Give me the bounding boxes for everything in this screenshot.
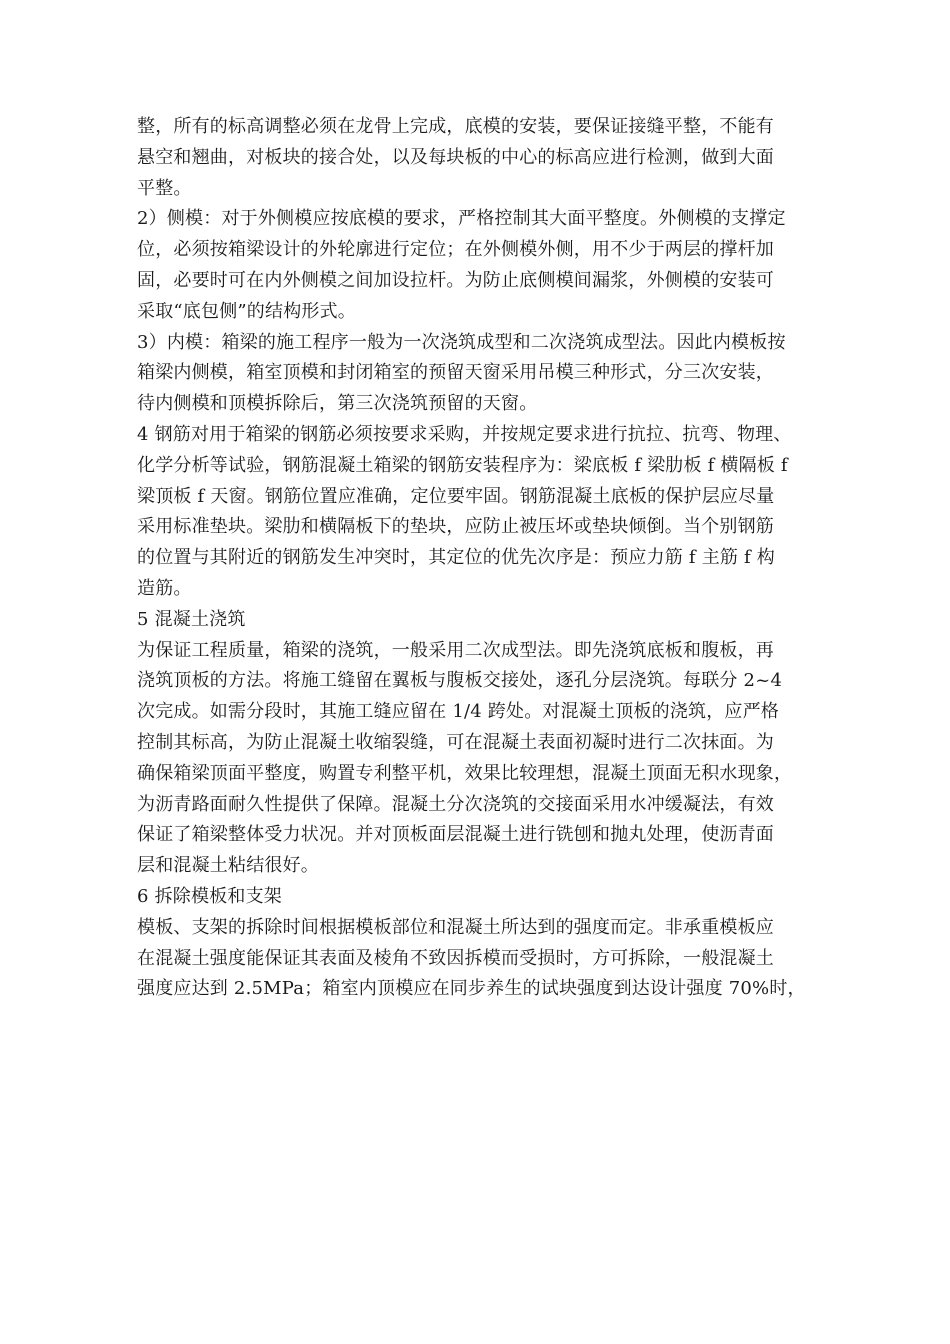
text-line: 的位置与其附近的钢筋发生冲突时，其定位的优先次序是：预应力筋 f 主筋 f 构 (137, 547, 776, 569)
text-line: 位，必须按箱梁设计的外轮廓进行定位；在外侧模外侧，用不少于两层的撑杆加 (137, 239, 774, 261)
text-line: 在混凝土强度能保证其表面及棱角不致因拆模而受损时，方可拆除，一般混凝土 (137, 947, 774, 969)
body-text (137, 112, 827, 1005)
text-line: 梁顶板 f 天窗。钢筋位置应准确，定位要牢固。钢筋混凝土底板的保护层应尽量 (137, 485, 775, 507)
text-line: 层和混凝土粘结很好。 (137, 855, 319, 877)
text-line: 浇筑顶板的方法。将施工缝留在翼板与腹板交接处，逐孔分层浇筑。每联分 2~4 (137, 670, 783, 692)
text-line: 为保证工程质量，箱梁的浇筑，一般采用二次成型法。即先浇筑底板和腹板，再 (137, 639, 774, 661)
text-line: 固，必要时可在内外侧模之间加设拉杆。为防止底侧模间漏浆，外侧模的安装可 (137, 269, 774, 291)
text-line: 控制其标高，为防止混凝土收缩裂缝，可在混凝土表面初凝时进行二次抹面。为 (137, 731, 774, 753)
section-heading: 6 拆除模板和支架 (137, 885, 282, 907)
text-line: 模板、支架的拆除时间根据模板部位和混凝土所达到的强度而定。非承重模板应 (137, 916, 774, 938)
text-line: 整，所有的标高调整必须在龙骨上完成，底模的安装，要保证接缝平整，不能有 (137, 116, 774, 137)
text-line: 采取“底包侧”的结构形式。 (137, 300, 357, 322)
text-line: 保证了箱梁整体受力状况。并对顶板面层混凝土进行铣刨和抛丸处理，使沥青面 (137, 824, 774, 846)
text-line: 采用标准垫块。梁肋和横隔板下的垫块，应防止被压坏或垫块倾倒。当个别钢筋 (137, 516, 774, 538)
text-line: 平整。 (137, 177, 192, 199)
text-line: 2）侧模：对于外侧模应按底模的要求，严格控制其大面平整度。外侧模的支撑定 (137, 208, 786, 230)
text-line: 3）内模：箱梁的施工程序一般为一次浇筑成型和二次浇筑成型法。因此内模板按 (137, 331, 786, 353)
text-line: 次完成。如需分段时，其施工缝应留在 1/4 跨处。对混凝土顶板的浇筑，应严格 (137, 701, 780, 723)
text-line: 4 钢筋对用于箱梁的钢筋必须按要求采购，并按规定要求进行抗拉、抗弯、物理、 (137, 423, 792, 445)
text-line: 悬空和翘曲，对板块的接合处，以及每块板的中心的标高应进行检测，做到大面 (137, 146, 774, 168)
text-line: 待内侧模和顶模拆除后，第三次浇筑预留的天窗。 (137, 393, 538, 415)
text-line: 箱梁内侧模，箱室顶模和封闭箱室的预留天窗采用吊模三种形式，分三次安装， (137, 362, 774, 384)
text-line: 化学分析等试验，钢筋混凝土箱梁的钢筋安装程序为：梁底板 f 梁肋板 f 横隔板 f (137, 454, 788, 476)
text-line: 确保箱梁顶面平整度，购置专利整平机，效果比较理想，混凝土顶面无积水现象， (137, 762, 793, 784)
text-line: 强度应达到 2.5MPa；箱室内顶模应在同步养生的试块强度到达设计强度 70%时， (137, 978, 806, 1000)
text-line: 造筋。 (137, 577, 192, 599)
section-heading: 5 混凝土浇筑 (137, 608, 246, 630)
text-line: 为沥青路面耐久性提供了保障。混凝土分次浇筑的交接面采用水冲缓凝法，有效 (137, 793, 774, 815)
